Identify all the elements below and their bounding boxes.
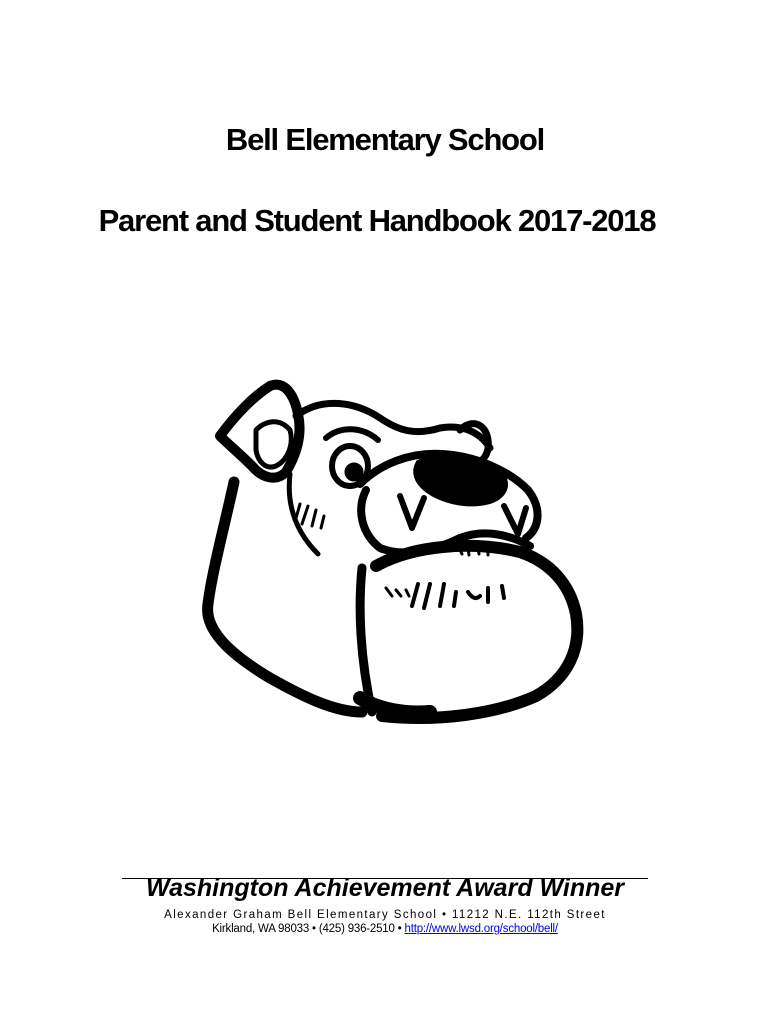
contact-line	[0, 923, 770, 935]
bulldog-ear-inner	[256, 422, 291, 467]
bulldog-chin	[360, 698, 430, 712]
school-name: Bell Elementary School	[225, 122, 545, 157]
bulldog-lower-jaw	[376, 546, 577, 718]
handbook-title: Parent and Student Handbook 2017-2018	[98, 203, 656, 238]
school-address: Alexander Graham Bell Elementary School • 11212 N.E. 112th Street	[164, 909, 606, 921]
bulldog-tooth-right	[504, 506, 526, 534]
bulldog-brow	[326, 429, 378, 440]
bulldog-mascot-icon	[190, 378, 585, 728]
website-link[interactable]: http://www.lwsd.org/school/bell/	[404, 923, 558, 935]
bulldog-mouth-line	[360, 568, 372, 712]
bulldog-tooth-left	[400, 496, 424, 528]
city-phone: Kirkland, WA 98033 • (425) 936-2510 •	[212, 923, 405, 935]
bulldog-face-left	[208, 482, 362, 712]
award-title: Washington Achievement Award Winner	[145, 874, 625, 902]
